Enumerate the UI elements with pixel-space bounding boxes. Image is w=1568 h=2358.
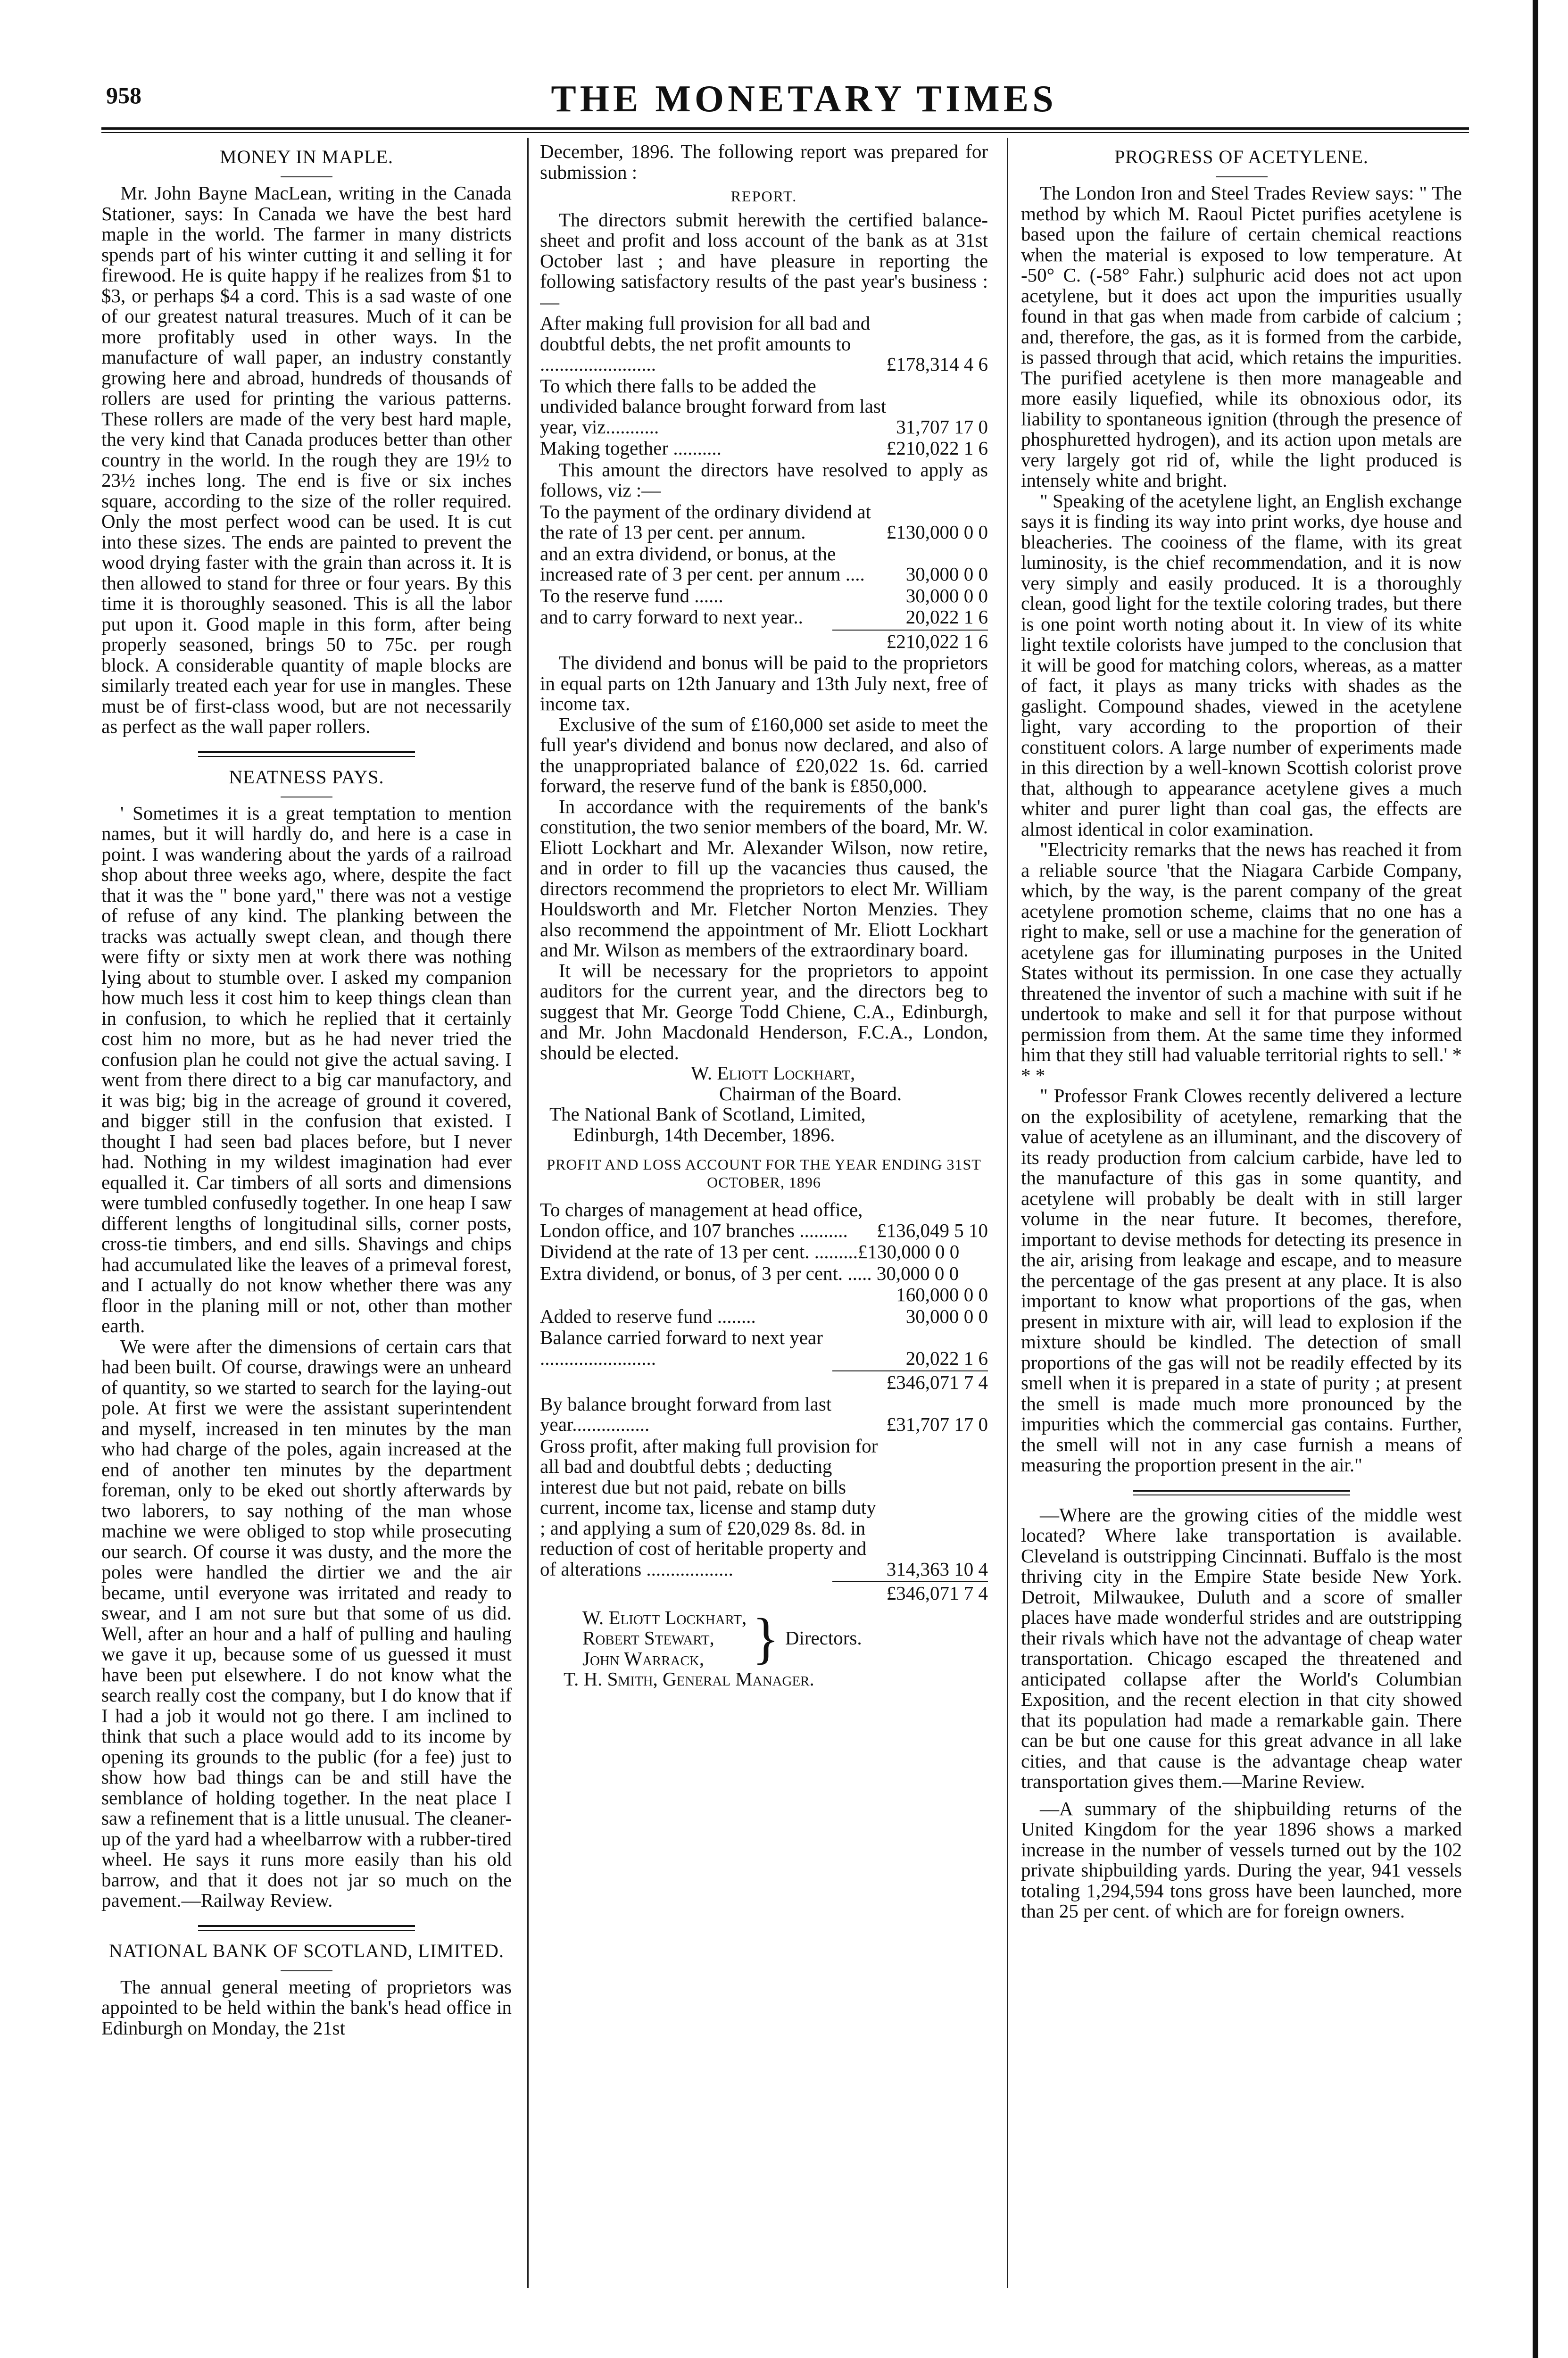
account-label: Making together .......... — [540, 437, 722, 459]
account-row — [540, 1436, 988, 1580]
bank-intro: December, 1896. The following report was prepared for submission : — [540, 141, 988, 183]
account-amount: £130,000 0 0 — [886, 521, 988, 543]
account-amount: 314,363 10 4 — [886, 1558, 988, 1580]
report-paragraph-5: It will be necessary for the proprietors to appoint auditors for the current year, and the directors beg to suggest that Mr. George Todd Chiene, C.A., Edinburgh, and Mr. John Macdonald Henderson, F.C.A., London, should be elected. — [540, 959, 988, 1063]
account-label: and an extra dividend, or bonus, at the increased rate of 3 per cent. per annum .... — [540, 542, 865, 585]
header-rule-top — [101, 127, 1469, 130]
cities-paragraph: —Where are the growing cities of the middle west located? Where lake transportation is available. Cleveland is outstripping Cincinnati. Buffalo is the most thriving city in the Empire State beside New York. Detroit, Milwaukee, Duluth and a score of smaller places have made wonderful strides and are outstripping their rivals which have not the advantage of cheap water transportation. Chicago escaped the threatened and anticipated collapse after the World's Columbian Exposition, and the recent election in that city showed that its population had made a remarkable gain. There can be but one cause for this great advance in all lake cities, and that cause is the advantage cheap water transportation gives them.—Marine Review. — [1021, 1503, 1462, 1792]
account-amount: 30,000 0 0 — [905, 1305, 988, 1327]
account-label: Balance carried forward to next year ........................ — [540, 1327, 823, 1369]
account-row — [540, 1200, 988, 1241]
account-label: To the reserve fund ...... — [540, 584, 723, 606]
article-title-maple: MONEY IN MAPLE. — [220, 146, 393, 167]
header-rule-bottom — [101, 132, 1469, 133]
account-amount: £178,314 4 6 — [886, 353, 988, 375]
title-rule — [281, 1970, 332, 1971]
director-name: Robert Stewart, — [582, 1627, 714, 1649]
apply-text: This amount the directors have resolved to apply as follows, viz :— — [540, 458, 988, 501]
account-label: After making full provision for all bad and doubtful debts, the net profit amounts to ........................ — [540, 312, 871, 375]
appropriation-total — [540, 631, 988, 652]
account-row — [540, 1306, 988, 1327]
signature-date: Edinburgh, 14th December, 1896. — [573, 1123, 835, 1146]
neatness-paragraph-2: We were after the dimensions of certain cars that had been built. Of course, drawings were an unheard of quantity, so we started to search for the laying-out pole. At first we were the assistant superintendent and myself, increased in ten minutes by the man who had charge of the poles, again increased at the end of another ten minutes by the department foreman, only to be eked out shortly afterwards by two laborers, to say nothing of the man whose machine we were obliged to stop while prosecuting our search. Of course it was dusty, and the more the poles were handled the dirtier we and the air became, until everyone was irritated and ready to swear, and I am not sure but that some of us did. Well, after an hour and a half of pulling and hauling we gave it up, because some of us guessed it must have been put elsewhere. I do not know what the search really cost the company, but I do know that if I had a job it would not go there. I am inclined to think that such a place would add to its income by opening its grounds to the public (for a fee) just to show how bad things can be and still have the semblance of holding together. In the neat place I saw a refinement that is a little unusual. The cleaner-up of the yard had a wheelbarrow with a rubber-tired wheel. He says it runs more easily than his old barrow, and that it does not jar so much on the pavement.—Railway Review. — [101, 1335, 512, 1911]
column-3 — [1021, 141, 1462, 2325]
account-row — [540, 586, 988, 606]
article-title-bank: NATIONAL BANK OF SCOTLAND, LIMITED. — [109, 1940, 504, 1961]
amount: £346,071 7 4 — [886, 1582, 988, 1604]
column-divider-2 — [1007, 138, 1008, 2288]
article-title-acetylene: PROGRESS OF ACETYLENE. — [1114, 146, 1369, 167]
signature-name: W. Eliott Lockhart, — [691, 1062, 855, 1084]
report-heading: REPORT. — [730, 188, 797, 205]
account-row — [540, 607, 988, 628]
shipbuilding-paragraph: —A summary of the shipbuilding returns of the United Kingdom for the year 1896 shows a marked increase in the number of vessels turned out by the 102 private shipbuilding yards. During the year, 941 vessels totaling 1,294,594 tons gross have been launched, more than 25 per cent. of which are for foreign owners. — [1021, 1797, 1462, 1922]
directors-label: Directors. — [785, 1627, 862, 1649]
acetylene-paragraph-4: " Professor Frank Clowes recently delivered a lecture on the explosibility of acetylene, remarking that the value of acetylene as an illuminant, and the discovery of its ready production from calcium carbide, have led to the manufacture of this gas in some quantity, and acetylene will probably be dealt with in still larger volume in the near future. It becomes, therefore, important to devise methods for detecting its presence in the air, arising from leakage and escape, and to measure the percentage of the gas present at any place. It is also important to know what proportions of the gas, when present in mixture with air, will lead to explosion if the mixture should be kindled. The detection of small proportions of the gas will not be readily effected by its smell when it is prepared in a state of purity ; at present the smell is made much more pronounced by the impurities which the commercial gas contains. Further, the smell will not in any case furnish a means of measuring the proportion present in the air." — [1021, 1085, 1462, 1476]
report-paragraph-1: The directors submit herewith the certified balance-sheet and profit and loss account of the bank as at 31st October last ; and have pleasure in reporting the following satisfactory results of the past year's business :— — [540, 208, 988, 313]
account-row — [540, 1285, 988, 1305]
amount: £210,022 1 6 — [886, 630, 988, 652]
account-amount: 30,000 0 0 — [905, 584, 988, 606]
signature-title: Chairman of the Board. — [719, 1082, 902, 1104]
amount: £346,071 7 4 — [886, 1371, 988, 1393]
acetylene-paragraph-1: The London Iron and Steel Trades Review says: " The method by which M. Raoul Pictet purifies acetylene is based upon the failure of certain chemical reactions when the material is exposed to low temperature. At -50° C. (-58° Fahr.) sulphuric acid does not act upon acetylene, but it does act upon the impurities usually found in that gas when made from carbide of calcium ; and, therefore, the gas, as it is formed from the carbide, is passed through that acid, which retains the impurities. The purified acetylene is then more manageable and more easily liquefied, while its obnoxious odor, its liability to spontaneous ignition (through the presence of phosphuretted hydrogen), and its action upon metals are very largely got rid of, while the light produced is intensely white and bright. — [1021, 182, 1462, 491]
article-separator — [198, 751, 415, 757]
profit-loss-credits — [540, 1394, 988, 1580]
account-label: and to carry forward to next year.. — [540, 606, 803, 628]
column-1 — [101, 141, 512, 2325]
acetylene-paragraph-2: " Speaking of the acetylene light, an English exchange says it is finding its way into print works, dye house and bleacheries. The cooiness of the flame, with its great luminosity, is the chief recommendation, and it is now very simply and easily produced. It is a thoroughly clean, good light for the textile coloring trades, but there is one point worth noting about it. In view of its white light textile colorists have jumped to the conclusion that it will be good for matching colors, whereas, as a matter of fact, it plays as many tricks with shades as the gaslight. Compound shades, viewed in the acetylene light, vary according to the proportion of their constituent colors. A large number of experiments made in this direction by a well-known Scottish colorist prove that, although to appearance acetylene gives a much whiter and purer light than coal gas, the effects are almost identical in color examination. — [1021, 490, 1462, 840]
account-row — [540, 376, 988, 438]
article-separator — [1133, 1490, 1350, 1495]
director-name: John Warrack, — [582, 1647, 705, 1669]
profit-loss-total-1 — [540, 1372, 988, 1393]
maple-paragraph: Mr. John Bayne MacLean, writing in the Canada Stationer, says: In Canada we have the best hard maple in the world. The farmer in many districts spends part of his winter cutting it and selling it for firewood. He is quite happy if he realizes from $1 to $3, or perhaps $4 a cord. This is a sad waste of one of our greatest natural treasures. Much of it can be more profitably used in other ways. In the manufacture of wall paper, an industry constantly growing here and abroad, hundreds of thousands of rollers are used for printing the various patterns. These rollers are made of the very best hard maple, the very kind that Canada produces better than other country in the world. In the rough they are 19½ to 23½ inches long. The end is five or six inches square, according to the size of the roller required. Only the most perfect wood can be used. It is cut into these sizes. The ends are painted to prevent the wood drying faster with the grain than across it. It is then allowed to stand for three or four years. By this time it is thoroughly seasoned. This is all the labor put upon it. Good maple in this form, after being properly seasoned, brings 50 to 75c. per rough block. A considerable quantity of maple blocks are similarly treated each year for use in mangles. These must be of first-class wood, but are not necessarily as perfect as the wall paper rollers. — [101, 182, 512, 737]
article-title-neatness: NEATNESS PAYS. — [229, 766, 384, 788]
account-amount: £136,049 5 10 — [877, 1219, 988, 1241]
account-row — [540, 1263, 988, 1284]
account-label: Extra dividend, or bonus, of 3 per cent. ..... 30,000 0 0 — [540, 1262, 959, 1284]
signature-bank: The National Bank of Scotland, Limited, — [549, 1103, 866, 1125]
profit-loss-heading: PROFIT AND LOSS ACCOUNT FOR THE YEAR ENDING 31ST OCTOBER, 1896 — [547, 1156, 981, 1191]
brace-glyph: } — [752, 1606, 780, 1669]
director-name: W. Eliott Lockhart, — [582, 1606, 747, 1628]
account-amount: £210,022 1 6 — [886, 437, 988, 459]
column-divider-1 — [527, 138, 529, 2288]
title-rule — [281, 176, 332, 177]
account-row — [540, 313, 988, 375]
page-number: 958 — [106, 82, 141, 108]
account-amount: 20,022 1 6 — [905, 606, 988, 628]
account-amount: 160,000 0 0 — [896, 1284, 988, 1305]
general-manager: T. H. Smith, General Manager. — [564, 1668, 814, 1690]
appropriation-statement — [540, 502, 988, 628]
profit-loss-debits — [540, 1200, 988, 1369]
report-paragraph-2: The dividend and bonus will be paid to the proprietors in equal parts on 12th January and 13th July next, free of income tax. — [540, 652, 988, 714]
account-amount: 31,707 17 0 — [896, 415, 988, 438]
account-row — [540, 502, 988, 543]
report-paragraph-3: Exclusive of the sum of £160,000 set aside to meet the full year's dividend and bonus now declared, and also of the unappropriated balance of £20,022 1s. 6d. carried forward, the reserve fund of the bank is £850,000. — [540, 713, 988, 797]
account-row — [540, 1242, 988, 1262]
report-paragraph-4: In accordance with the requirements of the bank's constitution, the two senior members of the board, Mr. W. Eliott Lockhart and Mr. Alexander Wilson, now retire, and in order to fill up the vacancies thus caused, the directors recommend the proprietors to elect Mr. William Houldsworth and Mr. Fletcher Norton Menzies. They also recommend the appointment of Mr. Eliott Lockhart and Mr. Wilson as members of the extraordinary board. — [540, 795, 988, 961]
directors-signatures — [582, 1608, 988, 1669]
account-amount: £31,707 17 0 — [886, 1413, 988, 1435]
column-2 — [540, 141, 988, 2325]
acetylene-paragraph-3: "Electricity remarks that the news has reached it from a reliable source 'that the Niagara Carbide Company, which, by the way, is the parent company of the great acetylene promotion scheme, claims that no one has a right to make, sell or use a machine for the generation of acetylene gas for illuminating purposes in the United States without its permission. In one case they actually threatened the inventor of such a machine with suit if he undertook to make and sell it for that purpose without permission from them. At the same time they informed him that they still had valuable territorial rights to sell.' * * * — [1021, 839, 1462, 1086]
bank-paragraph: The annual general meeting of proprietors was appointed to be held within the bank's head office in Edinburgh on Monday, the 21st — [101, 1976, 512, 2039]
account-row — [540, 438, 988, 459]
account-label: To the payment of the ordinary dividend at the rate of 13 per cent. per annum. — [540, 500, 871, 543]
profit-statement — [540, 313, 988, 459]
account-label: By balance brought forward from last year................ — [540, 1393, 832, 1435]
account-label: Gross profit, after making full provision for all bad and doubtful debts ; deducting interest due but not paid, rebate on bills current, income tax, license and stamp duty ; and applying a sum of £20,029 8s. 8d. in reduction of cost of heritable property and of alterations .................. — [540, 1435, 878, 1580]
article-separator — [198, 1925, 415, 1931]
account-label: Added to reserve fund ........ — [540, 1305, 756, 1327]
page-header — [106, 78, 1502, 120]
account-row — [540, 1328, 988, 1369]
masthead-title: THE MONETARY TIMES — [551, 78, 1057, 120]
neatness-paragraph-1: ' Sometimes it is a great temptation to mention names, but it will hardly do, and here is a case in point. I was wandering about the yards of a railroad shop about three weeks ago, where, despite the fact that it was the " bone yard," there was not a vestige of refuse of any kind. The planking between the tracks was actually swept clean, and though there were fifty or sixty men at work there was nothing lying about to stumble over. I asked my companion how much less it cost him to keep things clean than in confusion, to which he replied that it certainly cost him no more, but as he had never tried the confusion plan he could not give the actual saving. I went from there direct to a big car manufactory, and it was big; big in the acreage of ground it covered, and bigger still in the confusion that existed. I thought I had seen bad places before, but I never had. Nothing in my wildest imagination had ever equalled it. Car timbers of all sorts and dimensions were tumbled confusedly together. In one heap I saw different lengths of longitudinal sills, corner posts, cross-tie timbers, and end sills. Shavings and chips had accumulated like the leaves of a primeval forest, and I actually do not know whether there was any floor in the planing mill or not, other than mother earth. — [101, 802, 512, 1337]
page-edge-shadow — [1533, 0, 1538, 2358]
account-amount: 30,000 0 0 — [905, 563, 988, 585]
account-label: To which there falls to be added the undivided balance brought forward from last year, viz........... — [540, 374, 887, 438]
title-rule — [1216, 176, 1268, 177]
account-label: To charges of management at head office, London office, and 107 branches .......... — [540, 1199, 863, 1241]
account-row — [540, 544, 988, 585]
profit-loss-total-2 — [540, 1583, 988, 1604]
account-amount: 20,022 1 6 — [905, 1347, 988, 1369]
account-row — [540, 1394, 988, 1435]
account-label: Dividend at the rate of 13 per cent. .........£130,000 0 0 — [540, 1241, 960, 1262]
